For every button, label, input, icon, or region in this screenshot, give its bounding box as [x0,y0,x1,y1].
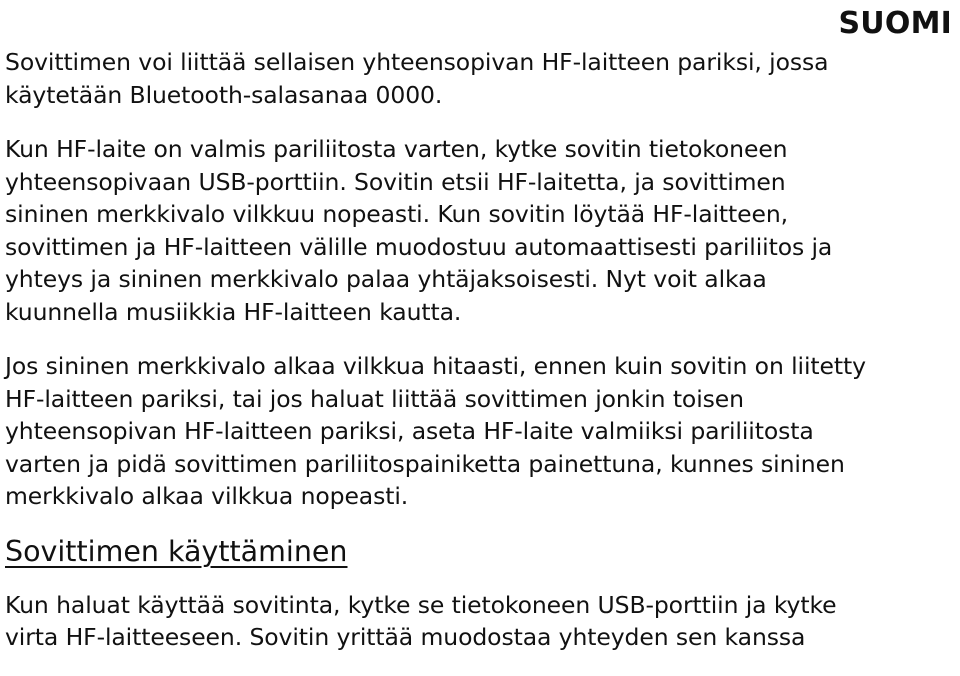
document-content [5,46,955,676]
paragraph-line: kuunnella musiikkia HF-laitteen kautta. [5,297,462,326]
section-heading: Sovittimen käyttäminen [5,534,348,568]
language-label: SUOMI [838,6,952,41]
paragraph-line: yhteensopivan HF-laitteen pariksi, aseta HF-laite valmiiksi pariliitosta [5,417,814,445]
paragraph-pairing-steps [5,133,955,328]
paragraph-line: merkkivalo alkaa vilkkua nopeasti. [5,482,409,510]
paragraph-line: HF-laitteen pariksi, tai jos haluat liittää sovittimen jonkin toisen [5,384,744,413]
paragraph-line: virta HF-laitteeseen. Sovitin yrittää muodostaa yhteyden sen kanssa [5,623,806,651]
paragraph-line: Kun haluat käyttää sovitinta, kytke se tietokoneen USB-porttiin ja kytke [5,590,837,619]
paragraph-line: yhteys ja sininen merkkivalo palaa yhtäjaksoisesti. Nyt voit alkaa [5,265,767,293]
paragraph-pairing-intro [5,46,955,111]
paragraph-line: Jos sininen merkkivalo alkaa vilkkua hitaasti, ennen kuin sovitin on liitetty [5,352,866,380]
paragraph-line: sovittimen ja HF-laitteen välille muodostuu automaattisesti pariliitos ja [5,232,833,261]
paragraph-repairing [5,350,955,513]
paragraph-line: Sovittimen voi liittää sellaisen yhteensopivan HF-laitteen pariksi, jossa [5,48,829,76]
paragraph-line: käytetään Bluetooth-salasanaa 0000. [5,80,443,109]
paragraph-line: varten ja pidä sovittimen pariliitospainiketta painettuna, kunnes sininen [5,449,845,478]
paragraph-line: yhteensopivaan USB-porttiin. Sovitin etsii HF-laitetta, ja sovittimen [5,167,786,196]
paragraph-line: Kun HF-laite on valmis pariliitosta varten, kytke sovitin tietokoneen [5,135,788,163]
paragraph-line: sininen merkkivalo vilkkuu nopeasti. Kun sovitin löytää HF-laitteen, [5,200,789,228]
paragraph-usage [5,589,955,654]
